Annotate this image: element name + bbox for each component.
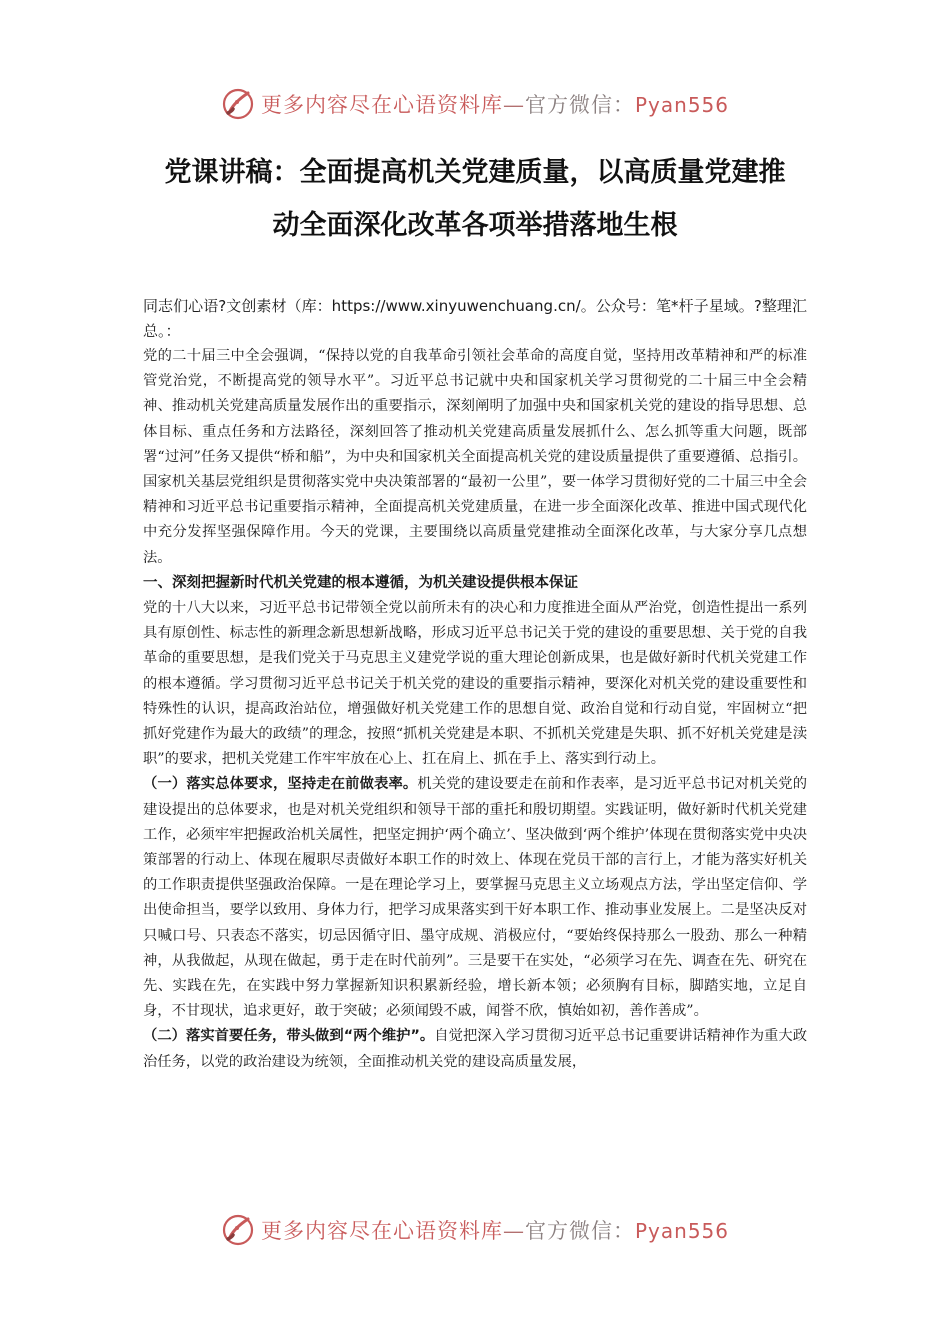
document-body (143, 294, 807, 1075)
banner-sub: 官方微信： (524, 1219, 635, 1243)
page-title (90, 146, 860, 252)
paragraph-1: 党的二十届三中全会强调，“保持以党的自我革命引领社会革命的高度自觉，坚持用改革精神和严的标准管党治党，不断提高党的领导水平”。习近平总书记就中央和国家机关学习贯彻党的二十届三中全会精神、推动机关党建高质量发展作出的重要指示，深刻阐明了加强中央和国家机关党的建设的指导思想、总体目标、重点任务和方法路径，深刻回答了推动机关党建高质量发展抓什么、怎么抓等重大问题，既部署“过河”任务又提供“桥和船”，为中央和国家机关全面提高机关党的建设质量提供了重要遵循、总指引。国家机关基层党组织是贯彻落实党中央决策部署的“最初一公里”，要一体学习贯彻好党的二十届三中全会精神和习近平总书记重要指示精神，全面提高机关党建质量，在进一步全面深化改革、推进中国式现代化中充分发挥坚强保障作用。今天的党课，主要围绕以高质量党建推动全面深化改革，与大家分享几点想法。 (143, 348, 807, 566)
banner-dash: — (502, 1219, 525, 1243)
paragraph-3-lead: （一）落实总体要求，坚持走在前做表率。 (143, 776, 418, 793)
paragraph-4-lead: （二）落实首要任务，带头做到“两个维护”。 (143, 1028, 435, 1045)
paragraph-3 (143, 772, 807, 1024)
banner-sub: 官方微信： (524, 93, 635, 117)
header-banner (0, 82, 950, 126)
banner-brand: 更多内容尽在心语资料库 (260, 1219, 503, 1243)
title-line-2: 动全面深化改革各项举措落地生根 (272, 210, 678, 241)
paragraph-4 (143, 1024, 807, 1074)
banner-wechat-id: Pyan556 (634, 93, 729, 117)
title-line-1: 党课讲稿：全面提高机关党建质量，以高质量党建推 (164, 157, 786, 188)
section-heading-1: 一、深刻把握新时代机关党建的根本遵循，为机关建设提供根本保证 (143, 574, 578, 591)
paragraph-2: 党的十八大以来，习近平总书记带领全党以前所未有的决心和力度推进全面从严治党，创造性提出一系列具有原创性、标志性的新理念新思想新战略，形成习近平总书记关于党的建设的重要思想、关于党的自我革命的重要思想，是我们党关于马克思主义建党学说的重大理论创新成果，也是做好新时代机关党建工作的根本遵循。学习贯彻习近平总书记关于机关党的建设的重要指示精神，要深化对机关党的建设重要性和特殊性的认识，提高政治站位，增强做好机关党建工作的思想自觉、政治自觉和行动自觉，牢固树立“把抓好党建作为最大的政绩”的理念，按照“抓机关党建是本职、不抓机关党建是失职、抓不好机关党建是渎职”的要求，把机关党建工作牢牢放在心上、扛在肩上、抓在手上、落实到行动上。 (143, 600, 807, 768)
paragraph-3-text: 机关党的建设要走在前和作表率，是习近平总书记对机关党的建设提出的总体要求，也是对机关党组织和领导干部的重托和殷切期望。实践证明，做好新时代机关党建工作，必须牢牢把握政治机关属性，把坚定拥护‘两个确立’、坚决做到‘两个维护’体现在贯彻落实党中央决策部署的行动上、体现在履职尽责做好本职工作的时效上、体现在党员干部的言行上，才能为落实好机关的工作职责提供坚强政治保障。一是在理论学习上，要掌握马克思主义立场观点方法，学出坚定信仰、学出使命担当，要学以致用、身体力行，把学习成果落实到干好本职工作、推动事业发展上。二是坚决反对只喊口号、只表态不落实，切忌因循守旧、墨守成规、消极应付，“要始终保持那么一股劲、那么一种精神，从我做起，从现在做起，勇于走在时代前列”。三是要干在实处，“必须学习在先、调查在先、研究在先、实践在先，在实践中努力掌握新知识积累新经验，增长新本领；必须胸有目标，脚踏实地，立足自身，不甘现状，追求更好，敢于突破；必须闻毁不戚，闻誉不欣，慎始如初，善作善成”。 (143, 776, 808, 1020)
brush-logo-icon (221, 87, 255, 121)
banner-dash: — (502, 93, 525, 117)
intro-source-line: 同志们心语?文创素材（库：https://www.xinyuwenchuang.cn/。公众号：笔*杆子星域。?整理汇总。： (143, 297, 807, 340)
banner-wechat-id: Pyan556 (634, 1219, 729, 1243)
brush-logo-icon (221, 1213, 255, 1247)
banner-brand: 更多内容尽在心语资料库 (260, 93, 503, 117)
banner-text (261, 1215, 729, 1245)
footer-banner (0, 1208, 950, 1252)
paragraph-4-text: 自觉把深入学习贯彻习近平总书记重要讲话精神作为重大政治任务，以党的政治建设为统领，全面推动机关党的建设高质量发展， (143, 1028, 807, 1070)
banner-text (261, 89, 729, 119)
